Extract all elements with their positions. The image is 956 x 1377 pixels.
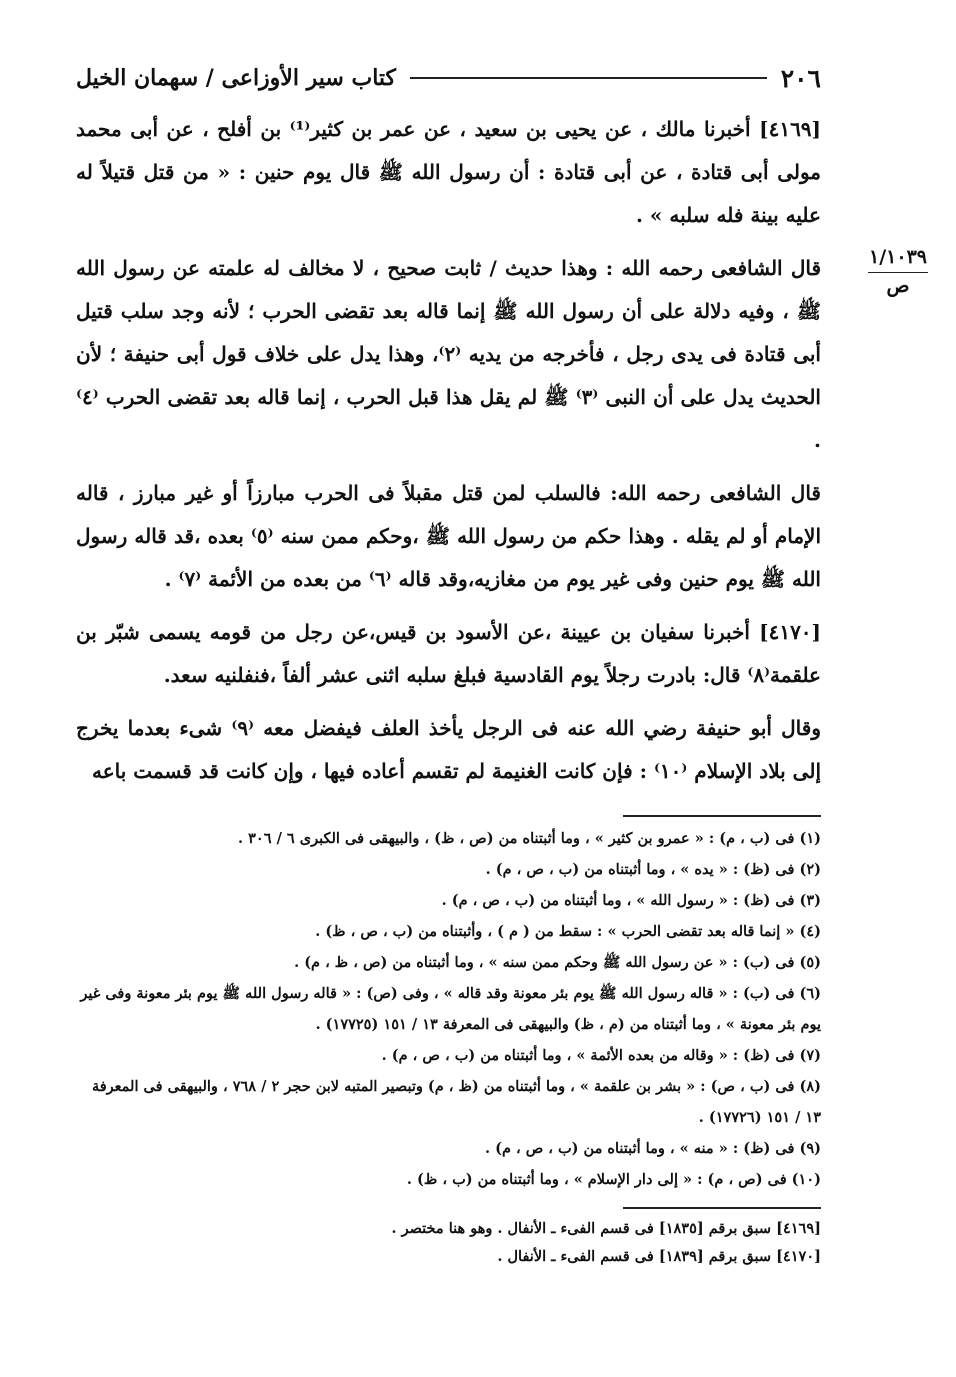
footnote: (١٠) فى (ص ، م) : « إلى دار الإسلام » ، وما أثبتناه من (ب ، ظ) . — [406, 1171, 821, 1188]
footnote: (٥) فى (ب) : « عن رسول الله ﷺ وحكم ممن سنه » ، وما أثبتناه من (ص ، ظ ، م) . — [294, 954, 821, 971]
sources-separator — [623, 1207, 821, 1209]
paragraph — [76, 611, 821, 697]
footnote: (١) فى (ب ، م) : « عمرو بن كثير » ، وما أثبتناه من (ص ، ظ) ، والبيهقى فى الكبرى ٦ / ٣٠٦ . — [238, 830, 821, 847]
running-title: كتاب سير الأوزاعى / سهمان الخيل — [76, 65, 397, 91]
paragraph-lead: [٤١٧٠] أخبرنا — [703, 620, 822, 644]
paragraph-lead: قال الشافعى — [711, 256, 822, 280]
page-number: ٢٠٦ — [780, 63, 821, 93]
paragraph — [76, 707, 821, 793]
footnote: (٦) فى (ب) : « قاله رسول الله ﷺ يوم بئر معونة وقد قاله » ، وفى (ص) : « قاله رسول الله ﷺ يوم بئر معونة وفى غير يوم بئر معونة » ، وما أثبتناه من (م ، ظ) والبيهقى فى المعرفة ١٣ / ١٥١ (١٧٧٢٥) . — [80, 985, 821, 1033]
footnote: (٨) فى (ب ، ص) : « بشر بن علقمة » ، وما أثبتناه من (ظ ، م) وتبصير المتبه لابن حجر ٢ / ٧٦٨ ، والبيهقى فى المعرفة ١٣ / ١٥١ (١٧٧٢٦) . — [91, 1078, 821, 1126]
margin-reference-number: ١/١٠٣٩ — [868, 244, 928, 273]
header-rule — [410, 77, 767, 79]
paragraph-text: سفيان بن عيينة ،عن الأسود بن قيس،عن رجل من قومه يسمى شبّر بن علقمة⁽٨⁾ قال: بادرت رجلاً يوم القادسية فبلغ سلبه اثنى عشر ألفاً ،فنفلنيه سعد. — [76, 620, 821, 687]
margin-reference — [868, 244, 928, 299]
source-note: [٤١٦٩] سبق برقم [١٨٣٥] فى قسم الفىء ـ الأنفال . وهو هنا مختصر . — [391, 1220, 821, 1237]
footnotes — [76, 823, 821, 1195]
footnote: (٧) فى (ظ) : « وقاله من بعده الأئمة » ، وما أثبتناه من (ب ، ص ، م) . — [381, 1047, 821, 1064]
source-notes — [76, 1215, 821, 1271]
paragraph — [76, 472, 821, 601]
footnote: (٤) « إنما قاله بعد تقضى الحرب » : سقط من ( م ) ، وأثبتناه من (ب ، ص ، ظ) . — [315, 923, 821, 940]
footnote: (٢) فى (ظ) : « يده » ، وما أثبتناه من (ب ، ص ، م) . — [485, 861, 821, 878]
margin-reference-side: ص — [886, 275, 910, 297]
source-note: [٤١٧٠] سبق برقم [١٨٣٩] فى قسم الفىء ـ الأنفال . — [497, 1248, 821, 1265]
paragraph-text: رحمه الله: فالسلب لمن قتل مقبلاً فى الحرب مبارزاً أو غير مبارز ، قاله الإمام أو لم يقله . وهذا حكم من رسول الله ﷺ ،وحكم ممن سنه ⁽٥⁾ بعده ،قد قاله رسول الله ﷺ يوم حنين وفى غير يوم من مغازيه،وقد قاله ⁽٦⁾ من بعده من الأئمة ⁽٧⁾ . — [76, 481, 821, 591]
page-header — [76, 56, 821, 100]
book-page — [76, 56, 821, 1271]
paragraph — [76, 108, 821, 237]
paragraph-lead: [٤١٦٩] أخبرنا — [703, 117, 822, 141]
footnote: (٩) فى (ظ) : « منه » ، وما أثبتناه من (ب ، ص ، م) . — [484, 1140, 821, 1157]
paragraph-lead: قال الشافعى — [709, 481, 821, 505]
paragraph-text: وقال أبو حنيفة رضي الله عنه فى الرجل يأخذ العلف فيفضل معه ⁽٩⁾ شىء بعدما يخرج إلى بلاد الإسلام ⁽١٠⁾ : فإن كانت الغنيمة لم تقسم أعاده فيها ، وإن كانت قد قسمت باعه — [76, 716, 821, 783]
main-text — [76, 108, 821, 793]
footnote: (٣) فى (ظ) : « رسول الله » ، وما أثبتناه من (ب ، ص ، م) . — [441, 892, 821, 909]
paragraph-text: مالك ، عن يحيى بن سعيد ، عن عمر بن كثير⁽¹⁾ بن أفلح ، عن أبى محمد مولى أبى قتادة ، عن أبى قتادة : أن رسول الله ﷺ قال يوم حنين : « من قتل قتيلاً له عليه بينة فله سلبه » . — [76, 117, 821, 227]
paragraph-text: رحمه الله : وهذا حديث / ثابت صحيح ، لا مخالف له علمته عن رسول الله ﷺ ، وفيه دلالة على أن رسول الله ﷺ إنما قاله بعد تقضى الحرب ؛ لأنه وجد سلب قتيل أبى قتادة فى يدى رجل ، فأخرجه من يديه ⁽٢⁾، وهذا يدل على خلاف قول أبى حنيفة ؛ لأن الحديث يدل على أن النبى ⁽٣⁾ ﷺ لم يقل هذا قبل الحرب ، إنما قاله بعد تقضى الحرب ⁽٤⁾ . — [76, 256, 821, 452]
footnote-separator — [623, 815, 821, 817]
paragraph — [76, 247, 821, 462]
